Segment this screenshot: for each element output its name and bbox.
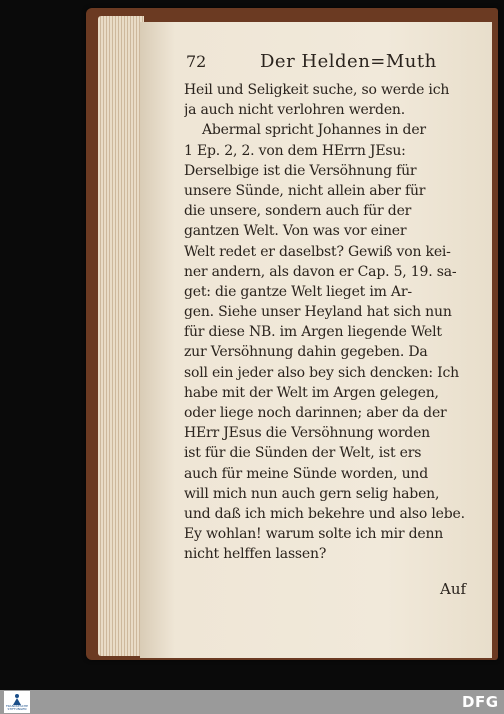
page-edges xyxy=(98,16,144,656)
text-line: soll ein jeder also bey sich dencken: Ich xyxy=(184,364,459,381)
text-line: unsere Sünde, nicht allein aber für xyxy=(184,182,426,199)
dfg-logo[interactable]: DFG xyxy=(462,693,499,711)
catchword: Auf xyxy=(440,580,467,598)
text-line: Abermal spricht Johannes in der xyxy=(202,122,426,139)
text-line: habe mit der Welt im Argen gelegen, xyxy=(184,384,439,401)
text-line: nicht helffen lassen? xyxy=(184,546,327,563)
text-line: für diese NB. im Argen liegende Welt xyxy=(184,324,442,341)
text-line: Heil und Seligkeit suche, so werde ich xyxy=(184,82,450,98)
text-line: ja auch nicht verlohren werden. xyxy=(184,102,405,119)
text-line: gantzen Welt. Von was vor einer xyxy=(184,223,407,240)
text-line: get: die gantze Welt lieget im Ar- xyxy=(184,283,412,300)
text-line: will mich nun auch gern selig haben, xyxy=(184,485,440,502)
page-header xyxy=(186,52,476,74)
text-line: Ey wohlan! warum solte ich mir denn xyxy=(184,526,444,543)
text-line: oder liege noch darinnen; aber da der xyxy=(184,405,447,421)
body-text xyxy=(184,80,478,565)
text-line: 1 Ep. 2, 2. von dem HErrn JEsu: xyxy=(184,142,406,159)
library-logo[interactable] xyxy=(4,691,30,713)
text-line: zur Versöhnung dahin gegeben. Da xyxy=(184,344,428,361)
text-line: HErr JEsus die Versöhnung worden xyxy=(184,425,430,442)
page-number: 72 xyxy=(186,52,207,71)
text-line: Derselbige ist die Versöhnung für xyxy=(184,162,417,179)
running-head: Der Helden=Muth xyxy=(260,51,437,72)
text-line: ist für die Sünden der Welt, ist ers xyxy=(184,445,422,462)
text-line: die unsere, sondern auch für der xyxy=(184,203,412,220)
text-line: ner andern, als davon er Cap. 5, 19. sa- xyxy=(184,263,457,280)
text-line: und daß ich mich bekehre und also lebe. xyxy=(184,505,465,522)
text-line: Welt redet er daselbst? Gewiß von kei- xyxy=(184,243,451,260)
text-line: auch für meine Sünde worden, und xyxy=(184,465,428,482)
text-line: gen. Siehe unser Heyland hat sich nun xyxy=(184,304,452,321)
library-logo-caption: FRANCKESCHE STIFTUNGEN xyxy=(5,704,29,711)
viewer-footer-bar xyxy=(0,690,504,714)
